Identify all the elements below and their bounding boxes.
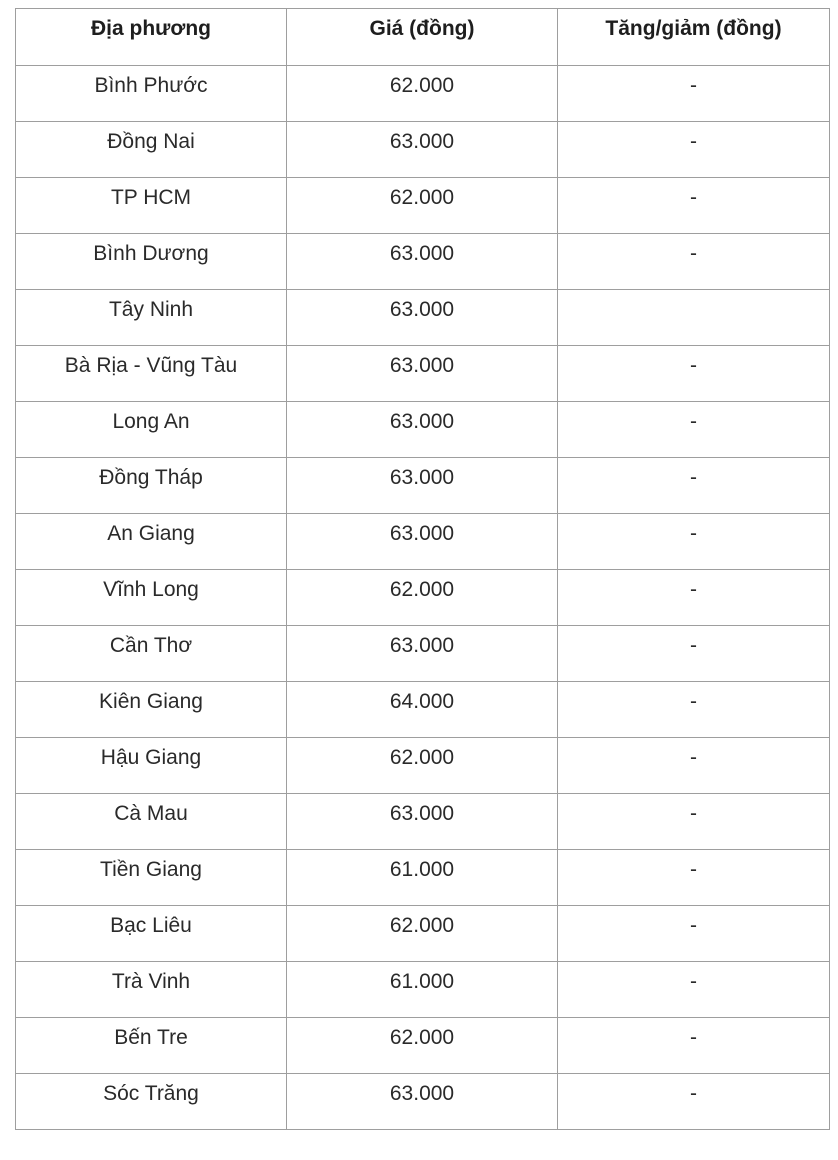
cell-change: - [558, 234, 830, 290]
cell-price: 63.000 [287, 1074, 558, 1130]
cell-region: TP HCM [16, 178, 287, 234]
cell-region: Trà Vinh [16, 962, 287, 1018]
cell-region: Bình Dương [16, 234, 287, 290]
table-row [16, 850, 830, 906]
cell-change: - [558, 570, 830, 626]
table-row [16, 1074, 830, 1130]
cell-region: Đồng Nai [16, 122, 287, 178]
table-row [16, 234, 830, 290]
cell-region: Bạc Liêu [16, 906, 287, 962]
cell-price: 63.000 [287, 402, 558, 458]
cell-price: 61.000 [287, 850, 558, 906]
cell-change: - [558, 178, 830, 234]
cell-change: - [558, 906, 830, 962]
cell-region: Cần Thơ [16, 626, 287, 682]
table-row [16, 514, 830, 570]
cell-price: 63.000 [287, 458, 558, 514]
cell-price: 63.000 [287, 514, 558, 570]
cell-change: - [558, 402, 830, 458]
cell-region: Bà Rịa - Vũng Tàu [16, 346, 287, 402]
cell-change: - [558, 66, 830, 122]
cell-price: 63.000 [287, 122, 558, 178]
cell-change: - [558, 1018, 830, 1074]
cell-price: 62.000 [287, 66, 558, 122]
cell-region: An Giang [16, 514, 287, 570]
table-row [16, 346, 830, 402]
cell-change: - [558, 794, 830, 850]
cell-price: 62.000 [287, 178, 558, 234]
table-row [16, 458, 830, 514]
header-row [16, 9, 830, 66]
cell-change: - [558, 850, 830, 906]
cell-region: Long An [16, 402, 287, 458]
header-region: Địa phương [16, 9, 287, 66]
price-table-container [15, 8, 830, 1130]
header-price: Giá (đồng) [287, 9, 558, 66]
table-row [16, 906, 830, 962]
cell-change: - [558, 514, 830, 570]
cell-change: - [558, 738, 830, 794]
cell-price: 63.000 [287, 290, 558, 346]
cell-price: 63.000 [287, 234, 558, 290]
cell-region: Sóc Trăng [16, 1074, 287, 1130]
cell-price: 62.000 [287, 1018, 558, 1074]
table-body [16, 66, 830, 1130]
table-row [16, 794, 830, 850]
cell-change: - [558, 1074, 830, 1130]
cell-change: - [558, 962, 830, 1018]
table-row [16, 122, 830, 178]
cell-region: Bến Tre [16, 1018, 287, 1074]
cell-price: 63.000 [287, 794, 558, 850]
cell-region: Vĩnh Long [16, 570, 287, 626]
cell-price: 62.000 [287, 906, 558, 962]
cell-price: 64.000 [287, 682, 558, 738]
cell-region: Tây Ninh [16, 290, 287, 346]
cell-region: Bình Phước [16, 66, 287, 122]
cell-region: Kiên Giang [16, 682, 287, 738]
table-row [16, 570, 830, 626]
cell-change: - [558, 682, 830, 738]
cell-region: Đồng Tháp [16, 458, 287, 514]
price-table [15, 8, 830, 1130]
table-row [16, 178, 830, 234]
table-row [16, 626, 830, 682]
table-row [16, 66, 830, 122]
cell-change: - [558, 626, 830, 682]
cell-region: Tiền Giang [16, 850, 287, 906]
table-header [16, 9, 830, 66]
cell-price: 62.000 [287, 738, 558, 794]
cell-price: 62.000 [287, 570, 558, 626]
cell-region: Cà Mau [16, 794, 287, 850]
table-row [16, 738, 830, 794]
cell-price: 61.000 [287, 962, 558, 1018]
header-change: Tăng/giảm (đồng) [558, 9, 830, 66]
table-row [16, 1018, 830, 1074]
table-row [16, 962, 830, 1018]
table-row [16, 682, 830, 738]
cell-price: 63.000 [287, 626, 558, 682]
cell-price: 63.000 [287, 346, 558, 402]
table-row [16, 290, 830, 346]
cell-change: - [558, 122, 830, 178]
cell-change: - [558, 458, 830, 514]
cell-change [558, 290, 830, 346]
cell-region: Hậu Giang [16, 738, 287, 794]
cell-change: - [558, 346, 830, 402]
table-row [16, 402, 830, 458]
